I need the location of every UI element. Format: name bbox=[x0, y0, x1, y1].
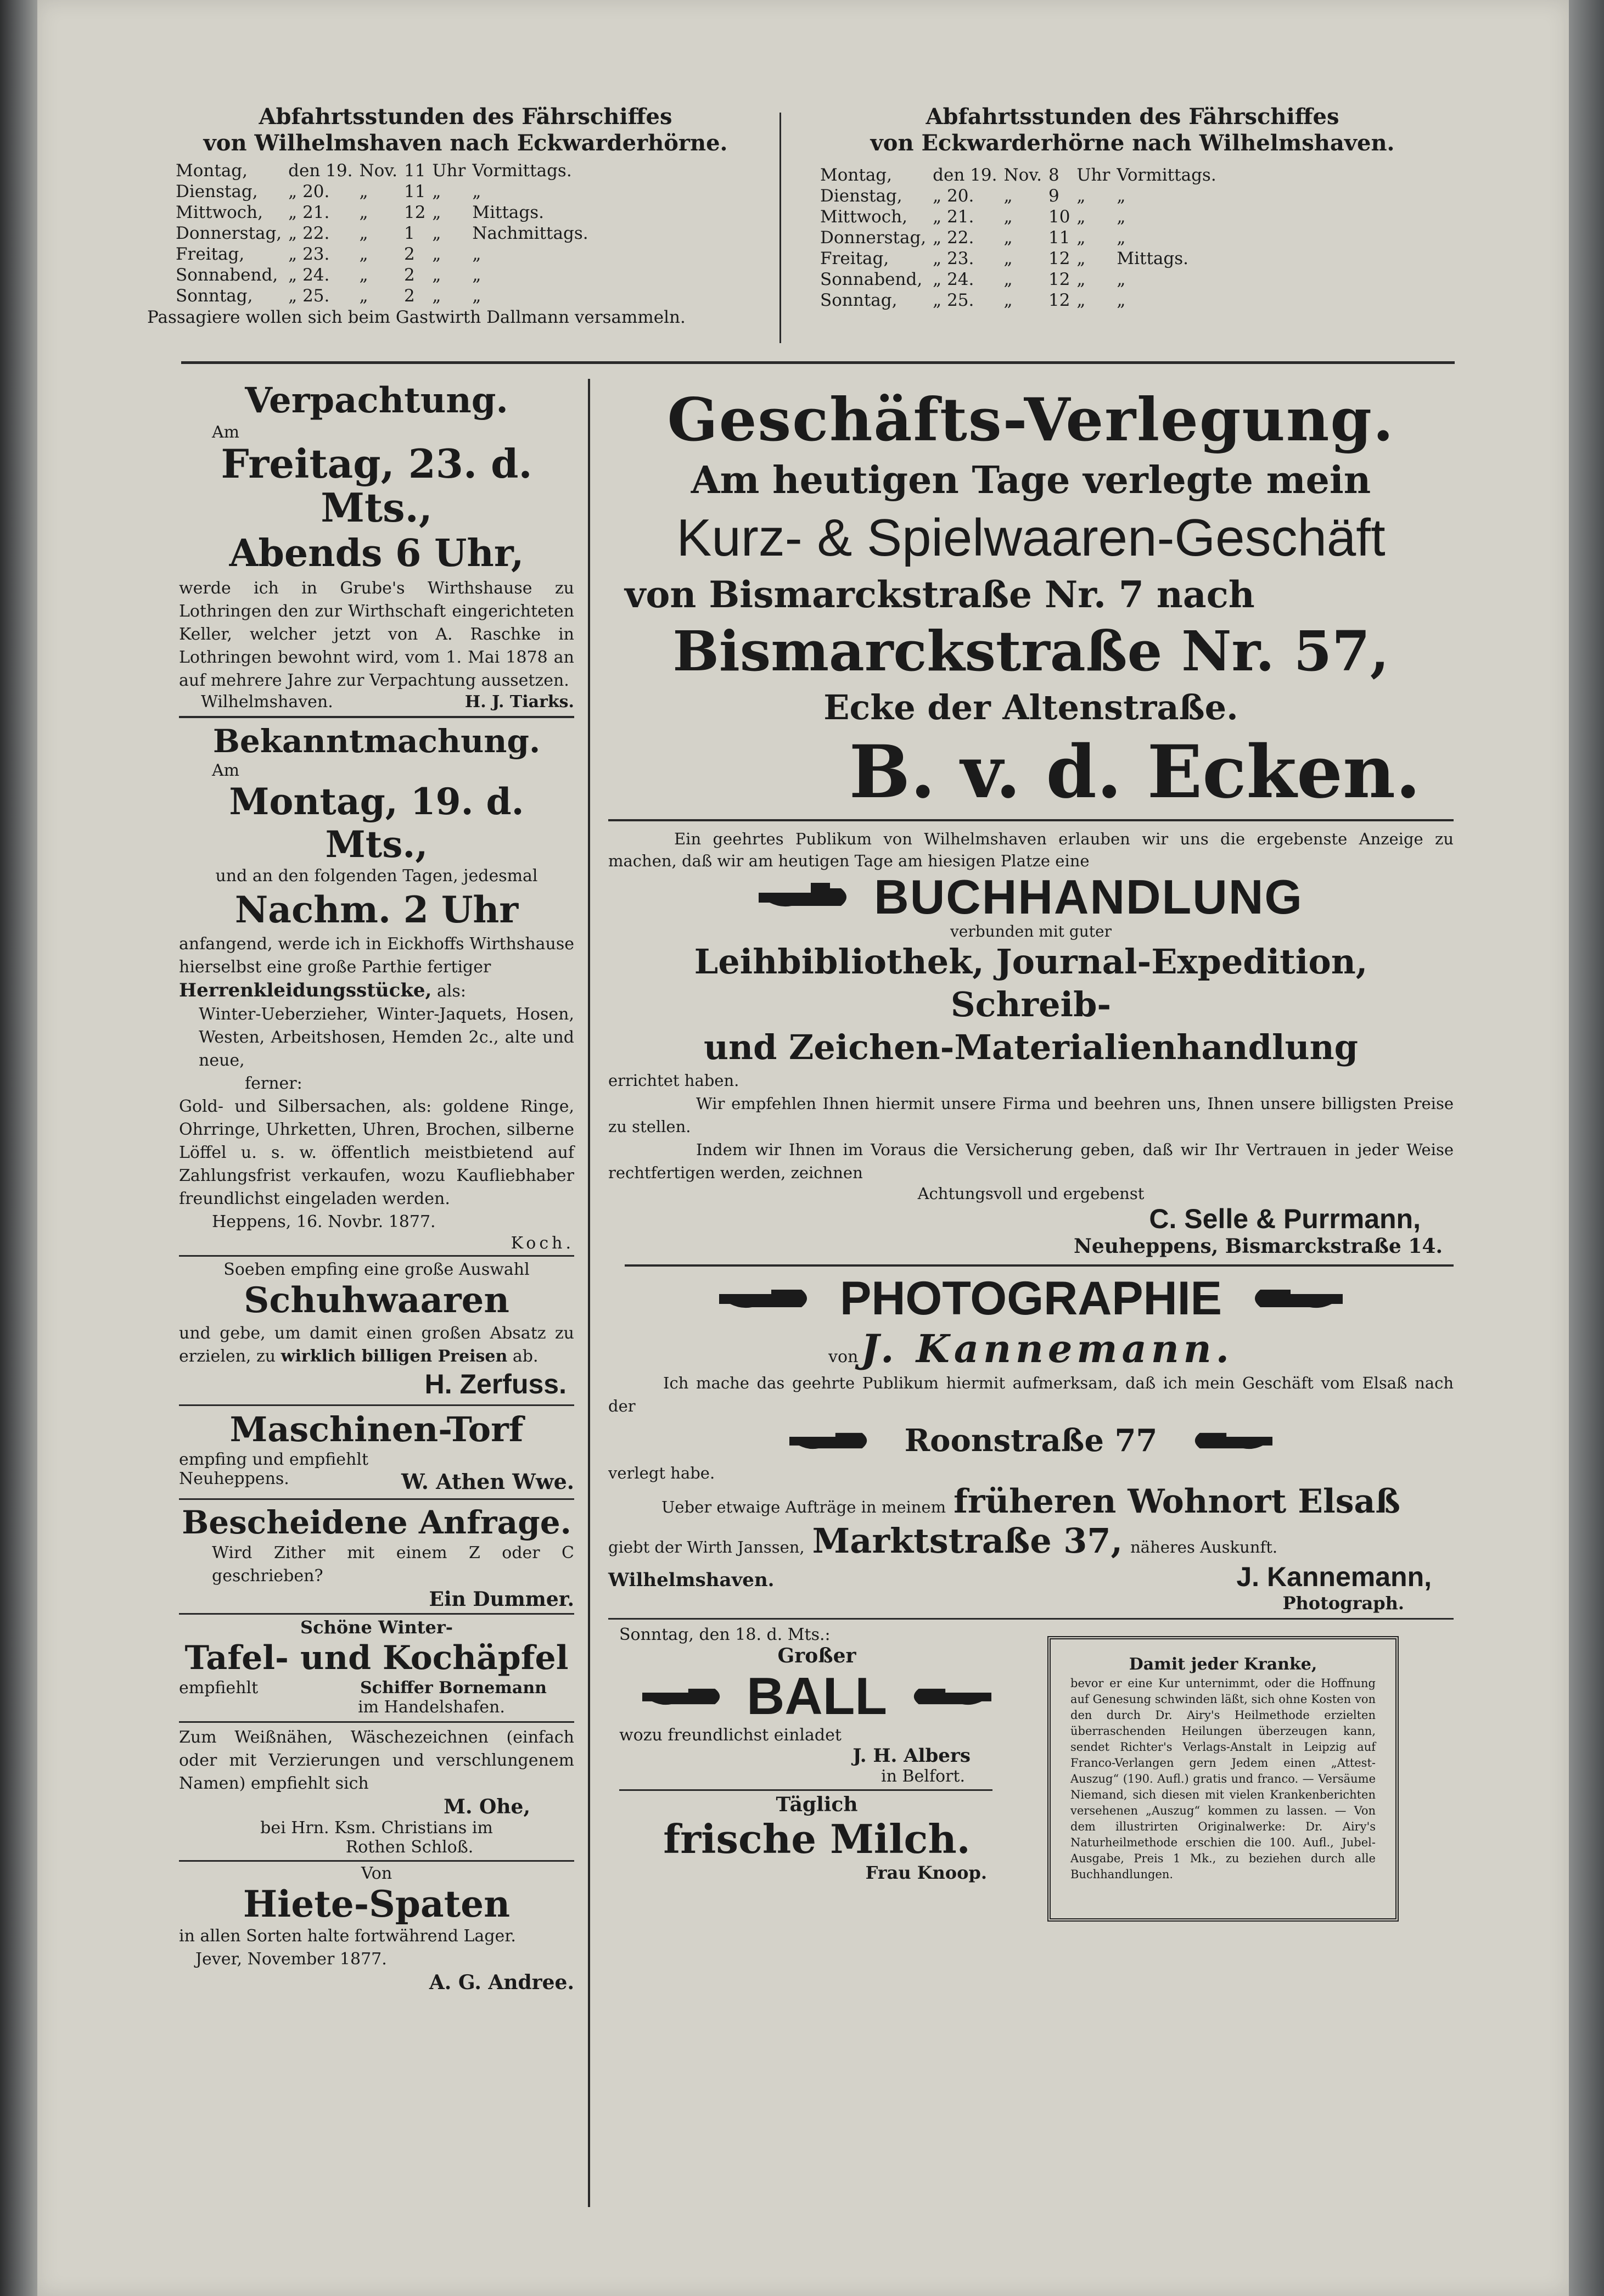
ferry-cell: 2 bbox=[403, 265, 415, 285]
ferry-cell: „ 23. bbox=[288, 244, 330, 264]
column-divider bbox=[588, 379, 590, 2207]
ferry-cell: „ bbox=[472, 286, 481, 306]
ad-milch bbox=[608, 1793, 1025, 1883]
ferry-cell: „ bbox=[1117, 228, 1126, 248]
aepfel-signer: Schiffer Bornemann bbox=[360, 1678, 547, 1698]
ferry-cell: 12 bbox=[1048, 249, 1070, 268]
ferry-cell: „ 25. bbox=[933, 290, 974, 310]
anfrage-signer: Ein Dummer. bbox=[429, 1588, 574, 1611]
ball-date: Sonntag, den 18. d. Mts.: bbox=[619, 1625, 831, 1644]
waesche-addr-1: bei Hrn. Ksm. Christians im bbox=[260, 1818, 493, 1838]
ferry-cell: „ bbox=[432, 203, 441, 222]
spaten-title: Hiete-Spaten bbox=[243, 1883, 511, 1925]
ferry-left-title-1: Abfahrtsstunden des Fährschiffes bbox=[259, 104, 672, 130]
ferry-cell: Sonnabend, bbox=[176, 265, 278, 285]
ferry-cell: 10 bbox=[1048, 207, 1070, 227]
ferry-cell: 2 bbox=[403, 244, 415, 264]
ferry-cell: Sonnabend, bbox=[820, 270, 923, 289]
ferry-cell: „ 20. bbox=[933, 186, 974, 206]
ferry-cell: Mittwoch, bbox=[176, 203, 263, 222]
ferry-cell: „ bbox=[432, 244, 441, 264]
buchhandlung-closing: Achtungsvoll und ergebenst bbox=[917, 1184, 1145, 1203]
milch-intro: Täglich bbox=[776, 1793, 858, 1816]
bekanntmachung-signer: Koch. bbox=[511, 1234, 574, 1253]
kranke-title: Damit jeder Kranke, bbox=[1129, 1655, 1317, 1674]
ferry-cell: „ bbox=[472, 244, 481, 264]
pointing-hand-icon bbox=[1190, 1425, 1272, 1456]
rule-3 bbox=[179, 1404, 574, 1406]
ferry-cell: Nov. bbox=[359, 161, 397, 181]
ad-aepfel bbox=[179, 1617, 574, 1717]
ferry-row bbox=[176, 265, 595, 285]
ferry-cell: Uhr bbox=[1076, 165, 1111, 185]
ferry-cell: „ bbox=[1076, 290, 1086, 310]
photographie-role: Photograph. bbox=[1282, 1593, 1404, 1614]
rule-5 bbox=[179, 1613, 574, 1615]
photographie-line-a-big: früheren Wohnort Elsaß bbox=[954, 1482, 1400, 1521]
ferry-cell: Freitag, bbox=[176, 244, 245, 264]
ferry-divider bbox=[779, 113, 781, 343]
ferry-cell: „ bbox=[359, 286, 368, 306]
ferry-row bbox=[176, 244, 595, 265]
kranke-body: bevor er eine Kur unternimmt, oder die Hoffnung auf Genesung schwinden läßt, sich ohne Kosten von den durch Dr. Airy's Heilmethode erzielten überraschenden Heilungen überzeugen kann, sendet Richter's Verlags-Anstalt in Leipzig auf Franco-Verlangen gern Jedem einen „Attest-Auszug“ (190. Aufl.) gratis und franco. — Versäume Niemand, sich diesen mit vielen Krankenberichten versehenen „Auszug“ kommen zu lassen. — Von dem illustrirten Originalwerke: Dr. Airy's Naturheilmethode erschien die 100. Aufl., Jubel-Ausgabe, Preis 1 Mk., zu beziehen durch alle Buchhandlungen. bbox=[1070, 1677, 1376, 1881]
bekanntmachung-title: Bekanntmachung. bbox=[212, 723, 541, 760]
ferry-cell: 11 bbox=[403, 182, 426, 201]
ferry-cell: 9 bbox=[1048, 186, 1059, 206]
ferry-cell: 12 bbox=[403, 203, 426, 222]
left-column bbox=[179, 379, 574, 1994]
pointing-hand-icon bbox=[719, 1282, 812, 1315]
ball-place: in Belfort. bbox=[881, 1767, 965, 1786]
verlegung-line-4: Bismarckstraße Nr. 57, bbox=[672, 619, 1389, 684]
ferry-cell: Sonntag, bbox=[820, 290, 898, 310]
ad-ball bbox=[608, 1625, 1025, 1922]
verpachtung-place: Wilhelmshaven. bbox=[201, 692, 333, 712]
buchhandlung-line-2: und Zeichen-Materialienhandlung bbox=[703, 1027, 1359, 1067]
ferry-cell: „ bbox=[1003, 290, 1013, 310]
bekanntmachung-ferner: ferner: bbox=[245, 1074, 302, 1093]
ferry-cell: „ bbox=[1117, 186, 1126, 206]
photographie-line-b-big: Marktstraße 37, bbox=[812, 1521, 1123, 1561]
torf-title: Maschinen-Torf bbox=[229, 1409, 524, 1449]
aepfel-title: Tafel- und Kochäpfel bbox=[184, 1639, 569, 1677]
ferry-cell: „ bbox=[1076, 249, 1086, 268]
milch-signer: Frau Knoop. bbox=[865, 1862, 987, 1883]
rule-r3 bbox=[608, 1618, 1454, 1620]
ferry-cell: 2 bbox=[403, 286, 415, 306]
pointing-hand-icon bbox=[909, 1681, 991, 1712]
photographie-name: J. Kannemann. bbox=[861, 1326, 1233, 1371]
buchhandlung-title: BUCHHANDLUNG bbox=[874, 870, 1303, 924]
photographie-line-a: Ueber etwaige Aufträge in meinem bbox=[661, 1498, 946, 1516]
ferry-cell: Freitag, bbox=[820, 249, 889, 268]
ferry-left-footer: Passagiere wollen sich beim Gastwirth Dallmann versammeln. bbox=[147, 307, 686, 327]
ferry-cell: 11 bbox=[403, 161, 426, 181]
ferry-cell: „ 21. bbox=[933, 207, 974, 227]
photographie-body: Ich mache das geehrte Publikum hiermit aufmerksam, daß ich mein Geschäft vom Elsaß nach der bbox=[608, 1374, 1454, 1415]
waesche-addr-2: Rothen Schloß. bbox=[345, 1838, 474, 1857]
ferry-right-title-2: von Eckwarderhörne nach Wilhelmshaven. bbox=[870, 130, 1395, 156]
ferry-cell: Uhr bbox=[432, 161, 466, 181]
ferry-row bbox=[176, 202, 595, 223]
ferry-cell: „ bbox=[1117, 207, 1126, 227]
bekanntmachung-body-1: anfangend, werde ich in Eickhoffs Wirthshause hierselbst eine große Parthie fertiger bbox=[179, 934, 574, 977]
ferry-cell: Donnerstag, bbox=[820, 228, 927, 248]
book-spine bbox=[0, 0, 37, 2296]
buchhandlung-body: Wir empfehlen Ihnen hiermit unsere Firma und beehren uns, Ihnen unsere billigsten Preise zu stellen. bbox=[608, 1094, 1454, 1136]
ferry-cell: Mittags. bbox=[472, 203, 545, 222]
ferry-cell: „ bbox=[1117, 270, 1126, 289]
ferry-cell: „ bbox=[432, 286, 441, 306]
photographie-title: PHOTOGRAPHIE bbox=[839, 1272, 1222, 1325]
ferry-cell: „ bbox=[432, 182, 441, 201]
ball-signer: J. H. Albers bbox=[853, 1745, 971, 1767]
ferry-cell: „ bbox=[1076, 270, 1086, 289]
spaten-body: in allen Sorten halte fortwährend Lager. bbox=[179, 1927, 516, 1946]
bekanntmachung-body-1b: als: bbox=[436, 982, 466, 1001]
aepfel-intro: Schöne Winter- bbox=[300, 1617, 453, 1638]
page-edge bbox=[1569, 0, 1604, 2296]
rule-r1 bbox=[608, 819, 1454, 821]
ferry-cell: Vormittags. bbox=[1117, 165, 1216, 185]
torf-body: empfing und empfiehlt bbox=[179, 1450, 368, 1469]
ferry-row bbox=[176, 160, 595, 181]
schuhwaaren-title: Schuhwaaren bbox=[244, 1280, 509, 1321]
ferry-cell: „ bbox=[359, 265, 368, 285]
ferry-row bbox=[820, 290, 1223, 311]
ferry-row bbox=[176, 223, 595, 244]
bekanntmachung-am: Am bbox=[212, 761, 240, 780]
buchhandlung-body-2: Indem wir Ihnen im Voraus die Versicherung geben, daß wir Ihr Vertrauen in jeder Weise rechtfertigen werden, zeichnen bbox=[608, 1140, 1454, 1182]
ferry-cell: Nachmittags. bbox=[472, 223, 588, 243]
ferry-cell: „ bbox=[432, 223, 441, 243]
ferry-left-title-2: von Wilhelmshaven nach Eckwarderhörne. bbox=[203, 130, 728, 156]
waesche-signer: M. Ohe, bbox=[444, 1795, 530, 1818]
ferry-right-title-1: Abfahrtsstunden des Fährschiffes bbox=[926, 104, 1339, 130]
buchhandlung-sub: verbunden mit guter bbox=[950, 922, 1112, 940]
ad-buchhandlung bbox=[608, 828, 1454, 1258]
buchhandlung-errichtet: errichtet haben. bbox=[608, 1071, 739, 1090]
verlegung-line-3: von Bismarckstraße Nr. 7 nach bbox=[625, 573, 1255, 616]
ad-spaten bbox=[179, 1864, 574, 1994]
ferry-schedule-left bbox=[147, 104, 784, 328]
rule-4 bbox=[179, 1498, 574, 1500]
rule-7 bbox=[179, 1860, 574, 1862]
photographie-line-b-tail: näheres Auskunft. bbox=[1130, 1538, 1278, 1556]
torf-place: Neuheppens. bbox=[179, 1469, 289, 1488]
ad-anfrage bbox=[179, 1503, 574, 1611]
ad-kranke bbox=[1047, 1636, 1399, 1922]
spaten-signer: A. G. Andree. bbox=[429, 1971, 574, 1994]
ferry-row bbox=[820, 165, 1223, 186]
pointing-hand-icon bbox=[1249, 1282, 1343, 1315]
ferry-cell: „ bbox=[359, 223, 368, 243]
ferry-cell: „ bbox=[1003, 270, 1013, 289]
verpachtung-body: werde ich in Grube's Wirthshause zu Lothringen den zur Wirthschaft eingerichteten Keller, welcher jetzt von A. Raschke in Lothringen bewohnt wird, vom 1. Mai 1878 an auf mehrere Jahre zur Verpachtung aussetzen. bbox=[179, 579, 574, 690]
rule-6 bbox=[179, 1721, 574, 1723]
schuhwaaren-signer: H. Zerfuss. bbox=[424, 1369, 567, 1399]
ad-schuhwaaren bbox=[179, 1260, 574, 1400]
newspaper-page bbox=[37, 0, 1569, 2296]
verlegung-line-2: Kurz- & Spielwaaren-Geschäft bbox=[676, 508, 1386, 567]
ferry-cell: Dienstag, bbox=[820, 186, 902, 206]
ferry-row bbox=[820, 269, 1223, 290]
ferry-cell: „ bbox=[1117, 290, 1126, 310]
verlegung-line-1: Am heutigen Tage verlegte mein bbox=[691, 458, 1371, 502]
ferry-cell: 8 bbox=[1048, 165, 1059, 185]
ferry-cell: „ 21. bbox=[288, 203, 330, 222]
buchhandlung-address: Neuheppens, Bismarckstraße 14. bbox=[1073, 1235, 1443, 1258]
ad-verpachtung bbox=[179, 379, 574, 712]
rule-1 bbox=[179, 716, 574, 718]
schuhwaaren-bold: wirklich billigen Preisen bbox=[281, 1347, 508, 1366]
photographie-signer: J. Kannemann, bbox=[1236, 1561, 1432, 1592]
ferry-cell: 12 bbox=[1048, 290, 1070, 310]
ferry-cell: „ bbox=[359, 244, 368, 264]
right-column bbox=[608, 384, 1454, 1922]
ad-verlegung bbox=[608, 384, 1454, 814]
ferry-cell: 11 bbox=[1048, 228, 1070, 248]
ferry-cell: „ bbox=[472, 265, 481, 285]
photographie-verlegt: verlegt habe. bbox=[608, 1464, 715, 1482]
ferry-cell: „ bbox=[1076, 186, 1086, 206]
ferry-row bbox=[820, 186, 1223, 206]
rule-r4 bbox=[619, 1789, 992, 1791]
ferry-row bbox=[820, 248, 1223, 269]
spaten-place-date: Jever, November 1877. bbox=[195, 1950, 387, 1969]
ball-title: BALL bbox=[747, 1667, 887, 1726]
verpachtung-time: Abends 6 Uhr, bbox=[229, 531, 524, 575]
bekanntmachung-highlight: Herrenkleidungsstücke, bbox=[179, 979, 432, 1001]
ferry-row bbox=[820, 227, 1223, 248]
ferry-cell: Mittags. bbox=[1117, 249, 1189, 268]
ferry-cell: 1 bbox=[403, 223, 415, 243]
ferry-cell: Donnerstag, bbox=[176, 223, 282, 243]
ferry-cell: „ bbox=[472, 182, 481, 201]
waesche-body: Zum Weißnähen, Wäschezeichnen (einfach oder mit Verzierungen und verschlungenem Namen) empfiehlt sich bbox=[179, 1728, 574, 1793]
bekanntmachung-body-2: Winter-Ueberzieher, Winter-Jaquets, Hosen, Westen, Arbeitshosen, Hemden 2c., alte und neue, bbox=[199, 1005, 574, 1070]
ferry-cell: Dienstag, bbox=[176, 182, 258, 201]
verlegung-signer: B. v. d. Ecken. bbox=[849, 730, 1421, 815]
ferry-row bbox=[820, 206, 1223, 227]
pointing-hand-icon bbox=[789, 1425, 872, 1456]
buchhandlung-line-1: Leihbibliothek, Journal-Expedition, Schreib- bbox=[694, 942, 1368, 1024]
ferry-cell: „ bbox=[359, 182, 368, 201]
ferry-cell: „ 25. bbox=[288, 286, 330, 306]
ferry-cell: Nov. bbox=[1003, 165, 1042, 185]
ferry-cell: Vormittags. bbox=[472, 161, 572, 181]
ferry-cell: „ bbox=[1076, 228, 1086, 248]
ferry-cell: „ bbox=[1003, 228, 1013, 248]
buchhandlung-signer: C. Selle & Purrmann, bbox=[1149, 1203, 1421, 1234]
ferry-cell: Mittwoch, bbox=[820, 207, 907, 227]
photographie-line-b: giebt der Wirth Janssen, bbox=[608, 1538, 805, 1556]
ferry-cell: „ 24. bbox=[933, 270, 974, 289]
ferry-cell: „ 22. bbox=[933, 228, 974, 248]
anfrage-title: Bescheidene Anfrage. bbox=[182, 1504, 571, 1541]
header-rule bbox=[181, 361, 1455, 364]
ferry-cell: 12 bbox=[1048, 270, 1070, 289]
anfrage-body: Wird Zither mit einem Z oder C geschrieben? bbox=[212, 1543, 574, 1586]
ferry-cell: Montag, bbox=[176, 161, 248, 181]
milch-title: frische Milch. bbox=[663, 1816, 971, 1862]
ad-bekanntmachung bbox=[179, 721, 574, 1253]
ferry-row bbox=[176, 181, 595, 202]
ad-waeschezeichnen bbox=[179, 1726, 574, 1857]
ferry-row bbox=[176, 285, 595, 306]
ball-grosser: Großer bbox=[777, 1644, 856, 1667]
ferry-schedule-right bbox=[811, 104, 1454, 311]
ad-torf bbox=[179, 1409, 574, 1494]
ferry-right-table bbox=[820, 165, 1223, 311]
ferry-cell: den 19. bbox=[288, 161, 353, 181]
bekanntmachung-time: Nachm. 2 Uhr bbox=[234, 888, 519, 931]
ferry-cell: „ bbox=[1003, 249, 1013, 268]
ferry-cell: den 19. bbox=[933, 165, 997, 185]
ferry-cell: „ 24. bbox=[288, 265, 330, 285]
ferry-cell: „ bbox=[1003, 186, 1013, 206]
ferry-cell: „ bbox=[1076, 207, 1086, 227]
pointing-hand-icon bbox=[642, 1681, 725, 1712]
verpachtung-date: Freitag, 23. d. Mts., bbox=[221, 440, 532, 531]
verlegung-line-5: Ecke der Altenstraße. bbox=[823, 687, 1238, 727]
bekanntmachung-place-date: Heppens, 16. Novbr. 1877. bbox=[212, 1212, 436, 1231]
verpachtung-signer: H. J. Tiarks. bbox=[464, 692, 574, 712]
ferry-cell: Sonntag, bbox=[176, 286, 253, 306]
buchhandlung-intro: Ein geehrtes Publikum von Wilhelmshaven erlauben wir uns die ergebenste Anzeige zu machen, daß wir am heutigen Tage am hiesigen Platze eine bbox=[608, 830, 1454, 870]
ad-photographie bbox=[608, 1271, 1454, 1614]
photographie-street: Roonstraße 77 bbox=[904, 1423, 1158, 1459]
pointing-hand-icon bbox=[759, 881, 852, 914]
bekanntmachung-line: und an den folgenden Tagen, jedesmal bbox=[215, 866, 538, 886]
aepfel-place: im Handelshafen. bbox=[358, 1698, 505, 1717]
verlegung-title: Geschäfts-Verlegung. bbox=[667, 385, 1395, 455]
bekanntmachung-body-3: Gold- und Silbersachen, als: goldene Ringe, Ohrringe, Uhrketten, Uhren, Brochen, silberne Löffel u. s. w. öffentlich meistbietend auf Zahlungsfrist verkaufen, wozu Kaufliebhaber freundlichst eingeladen werden. bbox=[179, 1097, 574, 1208]
ferry-cell: „ bbox=[1003, 207, 1013, 227]
ferry-cell: „ 22. bbox=[288, 223, 330, 243]
rule-2 bbox=[179, 1255, 574, 1257]
aepfel-body: empfiehlt bbox=[179, 1678, 259, 1698]
verpachtung-am: Am bbox=[212, 423, 240, 442]
torf-signer: W. Athen Wwe. bbox=[401, 1469, 574, 1494]
schuhwaaren-body: und gebe, um damit einen großen Absatz zu erzielen, zu bbox=[179, 1324, 574, 1366]
ferry-cell: „ 20. bbox=[288, 182, 330, 201]
photographie-von: von bbox=[828, 1347, 859, 1367]
bekanntmachung-date: Montag, 19. d. Mts., bbox=[229, 780, 524, 866]
schuhwaaren-intro: Soeben empfing eine große Auswahl bbox=[223, 1260, 530, 1279]
ferry-cell: „ bbox=[359, 203, 368, 222]
ball-body: wozu freundlichst einladet bbox=[619, 1726, 842, 1745]
photographie-place: Wilhelmshaven. bbox=[608, 1569, 775, 1591]
schuhwaaren-tail: ab. bbox=[512, 1347, 539, 1366]
ferry-cell: „ 23. bbox=[933, 249, 974, 268]
spaten-von: Von bbox=[361, 1864, 392, 1883]
ferry-left-table bbox=[176, 160, 595, 306]
verpachtung-title: Verpachtung. bbox=[245, 380, 508, 421]
rule-r2 bbox=[625, 1264, 1454, 1267]
ferry-cell: „ bbox=[432, 265, 441, 285]
ferry-cell: Montag, bbox=[820, 165, 893, 185]
